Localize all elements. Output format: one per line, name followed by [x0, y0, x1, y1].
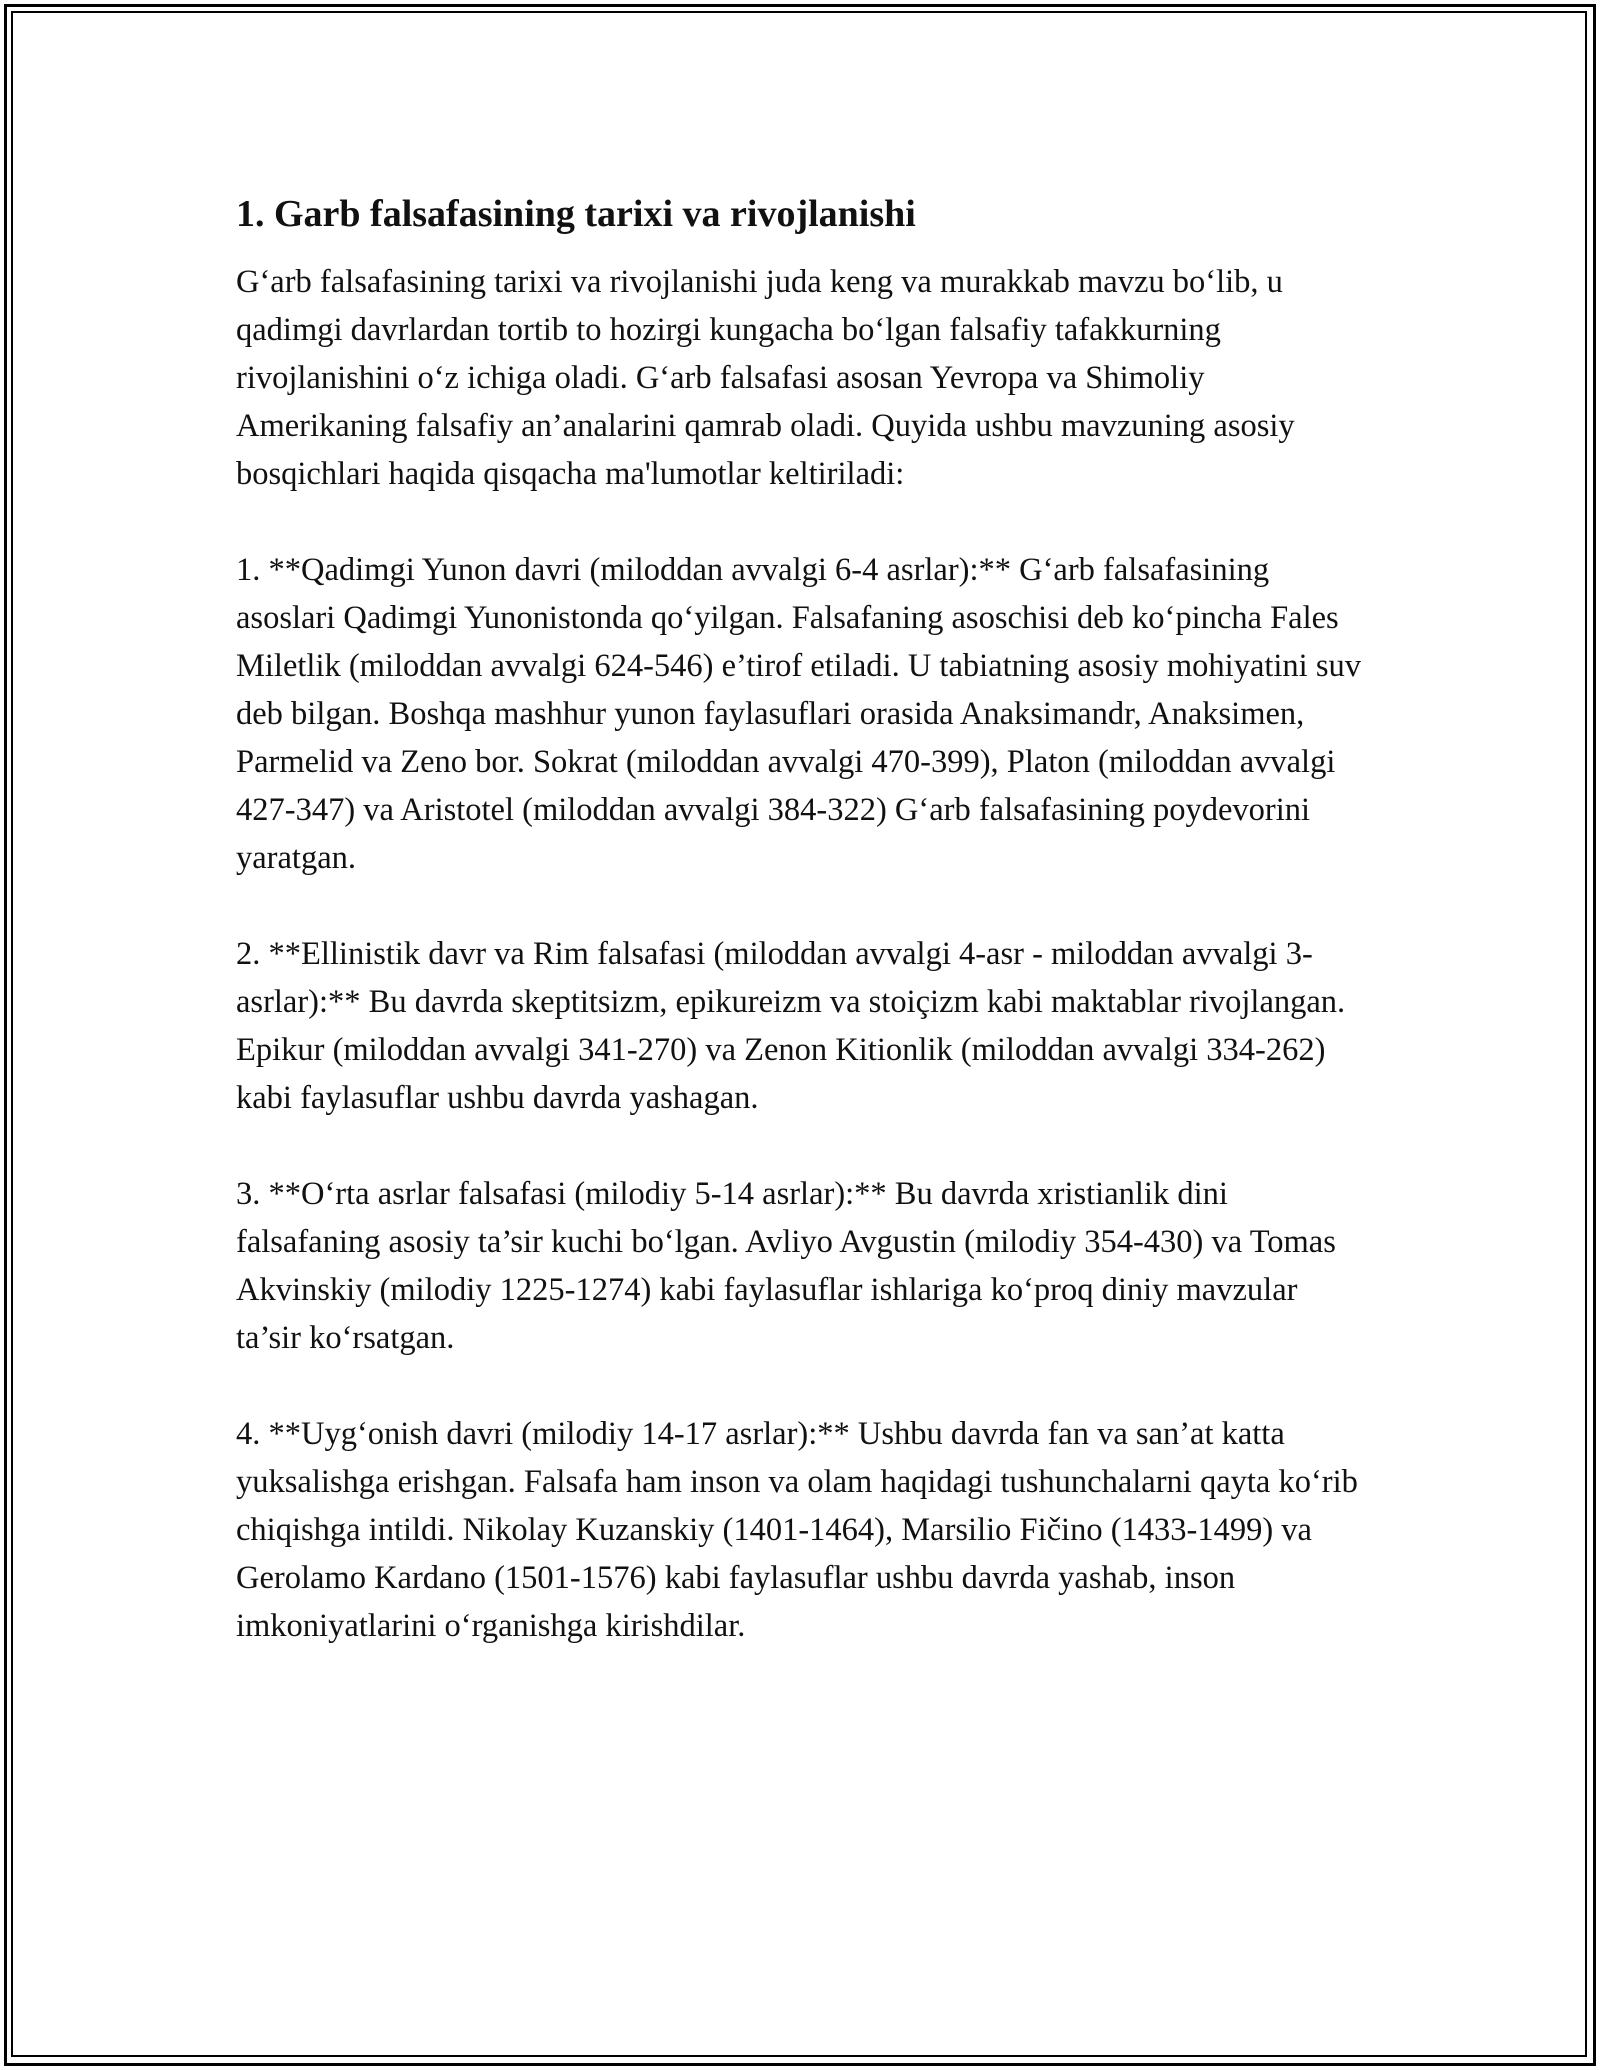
document-body — [236, 188, 1366, 1650]
paragraph-renaissance: 4. **Uyg‘onish davri (milodiy 14-17 asrlar):** Ushbu davrda fan va san’at katta yuksalishga erishgan. Falsafa ham inson va olam haqidagi tushunchalarni qayta ko‘rib chiqishga intildi. Nikolay Kuzanskiy (1401-1464), Marsilio Fičino (1433-1499) va Gerolamo Kardano (1501-1576) kabi faylasuflar ushbu davrda yashab, inson imkoniyatlarini o‘rganishga kirishdilar. — [236, 1416, 1358, 1644]
paragraph-ancient-greek: 1. **Qadimgi Yunon davri (miloddan avvalgi 6-4 asrlar):** G‘arb falsafasining asoslari Qadimgi Yunonistonda qo‘yilgan. Falsafaning asoschisi deb ko‘pincha Fales Miletlik (miloddan avvalgi 624-546) e’tirof etiladi. U tabiatning asosiy mohiyatini suv deb bilgan. Boshqa mashhur yunon faylasuflari orasida Anaksimandr, Anaksimen, Parmelid va Zeno bor. Sokrat (miloddan avvalgi 470-399), Platon (miloddan avvalgi 427-347) va Aristotel (miloddan avvalgi 384-322) G‘arb falsafasining poydevorini yaratgan. — [236, 552, 1361, 876]
paragraph-hellenistic-roman: 2. **Ellinistik davr va Rim falsafasi (miloddan avvalgi 4-asr - miloddan avvalgi 3-asrlar):** Bu davrda skeptitsizm, epikureizm va stoiçizm kabi maktablar rivojlangan. Epikur (miloddan avvalgi 341-270) va Zenon Kitionlik (miloddan avvalgi 334-262) kabi faylasuflar ushbu davrda yashagan. — [236, 936, 1346, 1116]
intro-paragraph: G‘arb falsafasining tarixi va rivojlanishi juda keng va murakkab mavzu bo‘lib, u qadimgi davrlardan tortib to hozirgi kungacha bo‘lgan falsafiy tafakkurning rivojlanishini o‘z ichiga oladi. G‘arb falsafasi asosan Yevropa va Shimoliy Amerikaning falsafiy an’analarini qamrab oladi. Quyida ushbu mavzuning asosiy bosqichlari haqida qisqacha ma'lumotlar keltiriladi: — [236, 264, 1295, 492]
paragraph-middle-ages: 3. **O‘rta asrlar falsafasi (milodiy 5-14 asrlar):** Bu davrda xristianlik dini falsafaning asosiy ta’sir kuchi bo‘lgan. Avliyo Avgustin (milodiy 354-430) va Tomas Akvinskiy (milodiy 1225-1274) kabi faylasuflar ishlariga ko‘proq diniy mavzular ta’sir ko‘rsatgan. — [236, 1176, 1336, 1356]
section-heading: 1. Garb falsafasining tarixi va rivojlanishi — [236, 193, 916, 235]
